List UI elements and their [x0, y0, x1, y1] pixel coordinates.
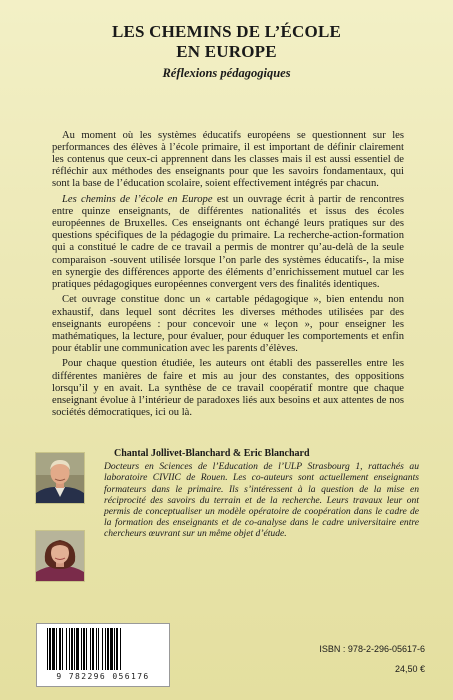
summary-paragraph-3: Cet ouvrage constitue donc un « cartable pédagogique », bien entendu non exhaustif, dans lequel sont décrites les diverses méthodes utilisées par des enseignants européens : pour concevoir une « leçon », pour enseigner les mathématiques, la lecture, pour évaluer, pour éduquer les comportements et enfin pour établir une communication avec les parents d’élèves. [52, 294, 404, 354]
female-portrait-image [36, 531, 84, 581]
barcode-bar [102, 628, 103, 670]
isbn: ISBN : 978-2-296-05617-6 [319, 644, 425, 654]
barcode-bar [116, 628, 118, 670]
barcode-bar [105, 628, 106, 670]
author-section [104, 448, 419, 540]
author-photo-male [35, 452, 85, 504]
barcode-bar [74, 628, 75, 670]
barcode-bar [92, 628, 94, 670]
barcode-bar [47, 628, 48, 670]
author-names: Chantal Jollivet-Blanchard & Eric Blanchard [114, 448, 310, 459]
barcode-bar [49, 628, 51, 670]
summary-paragraph-4: Pour chaque question étudiée, les auteurs ont établi des passerelles entre les différentes manières de faire et mis au jour des constantes, des oppositions lorsqu’il y en avait. La synthèse de ce travail coopératif montre que chaque enseignant évolue à l’intérieur de paradoxes liés aux besoins et aux attentes de nos sociétés démocratiques, ici ou là. [52, 358, 404, 418]
barcode-bar [98, 628, 99, 670]
book-title-reference: Les chemins de l’école en Europe [62, 194, 213, 206]
barcode-bar [120, 628, 121, 670]
barcode-bar [69, 628, 70, 670]
barcode-bar [107, 628, 109, 670]
barcode-bar [71, 628, 73, 670]
barcode-bar [56, 628, 57, 670]
book-title-line-2: EN EUROPE [176, 42, 277, 61]
barcode-bar [90, 628, 91, 670]
barcode-number: 9 782296 056176 [56, 672, 150, 681]
author-photo-female [35, 530, 85, 582]
barcode-bar [76, 628, 79, 670]
barcode-bar [66, 628, 67, 670]
male-portrait-image [36, 453, 84, 503]
barcode-bar [96, 628, 97, 670]
summary-paragraph-2 [52, 194, 404, 291]
title-block [0, 22, 453, 81]
book-title-line-1: LES CHEMINS DE L’ÉCOLE [111, 22, 342, 41]
barcode-bars-image [43, 628, 163, 672]
barcode-bar [52, 628, 55, 670]
barcode-bar [83, 628, 85, 670]
barcode-bar [110, 628, 113, 670]
barcode-bar [62, 628, 63, 670]
barcode-bar [59, 628, 61, 670]
price: 24,50 € [394, 664, 425, 674]
barcode-bar [86, 628, 87, 670]
barcode-bar [81, 628, 82, 670]
author-biography: Docteurs en Sciences de l’Education de l’ULP Strasbourg 1, rattachés au laboratoire CIVIIC de Rouen. Les co-auteurs sont actuellement enseignants formateurs dans le primaire. Ils s’intéressent à la question de la mise en réciprocité des savoirs du terrain et de la recherche. Leurs travaux leur ont permis de conceptualiser un modèle opératoire de coopération dans le cadre de la formation des enseignants et de co-analyse dans le cadre universitaire entre chercheurs œuvrant sur un même objet d’étude. [104, 461, 419, 540]
summary-paragraph-2-text: est un ouvrage écrit à partir de rencontres entre quinze enseignants, de différentes nationalités et issus des écoles européennes de Bruxelles. Ces enseignants ont échangé leurs pratiques sur des questions spécifiques de la pédagogie du primaire. La recherche-action-formation qui a constitué le cadre de ce travail a permis de montrer qu’au-delà de la seule comparaison -souvent utilisée lorsque l’on parle des systèmes éducatifs-, la mise en synergie des différences apporte des éléments d’enrichissement mutuel car les pratiques pédagogiques européennes convergent vers des finalités identiques. [52, 194, 405, 290]
barcode [36, 623, 170, 687]
summary-text [52, 130, 404, 423]
barcode-bar [114, 628, 115, 670]
summary-paragraph-1: Au moment où les systèmes éducatifs européens se questionnent sur les performances des élèves à l’école primaire, il est important de définir clairement les contenus que ceux-ci apprennent dans les classes mais il est aussi essentiel de réfléchir aux méthodes des enseignants pour que les savoirs fondamentaux, qui sont la base de l’éducation scolaire, soient effectivement intégrés par chacun. [52, 130, 404, 190]
book-subtitle: Réflexions pédagogiques [162, 66, 291, 80]
